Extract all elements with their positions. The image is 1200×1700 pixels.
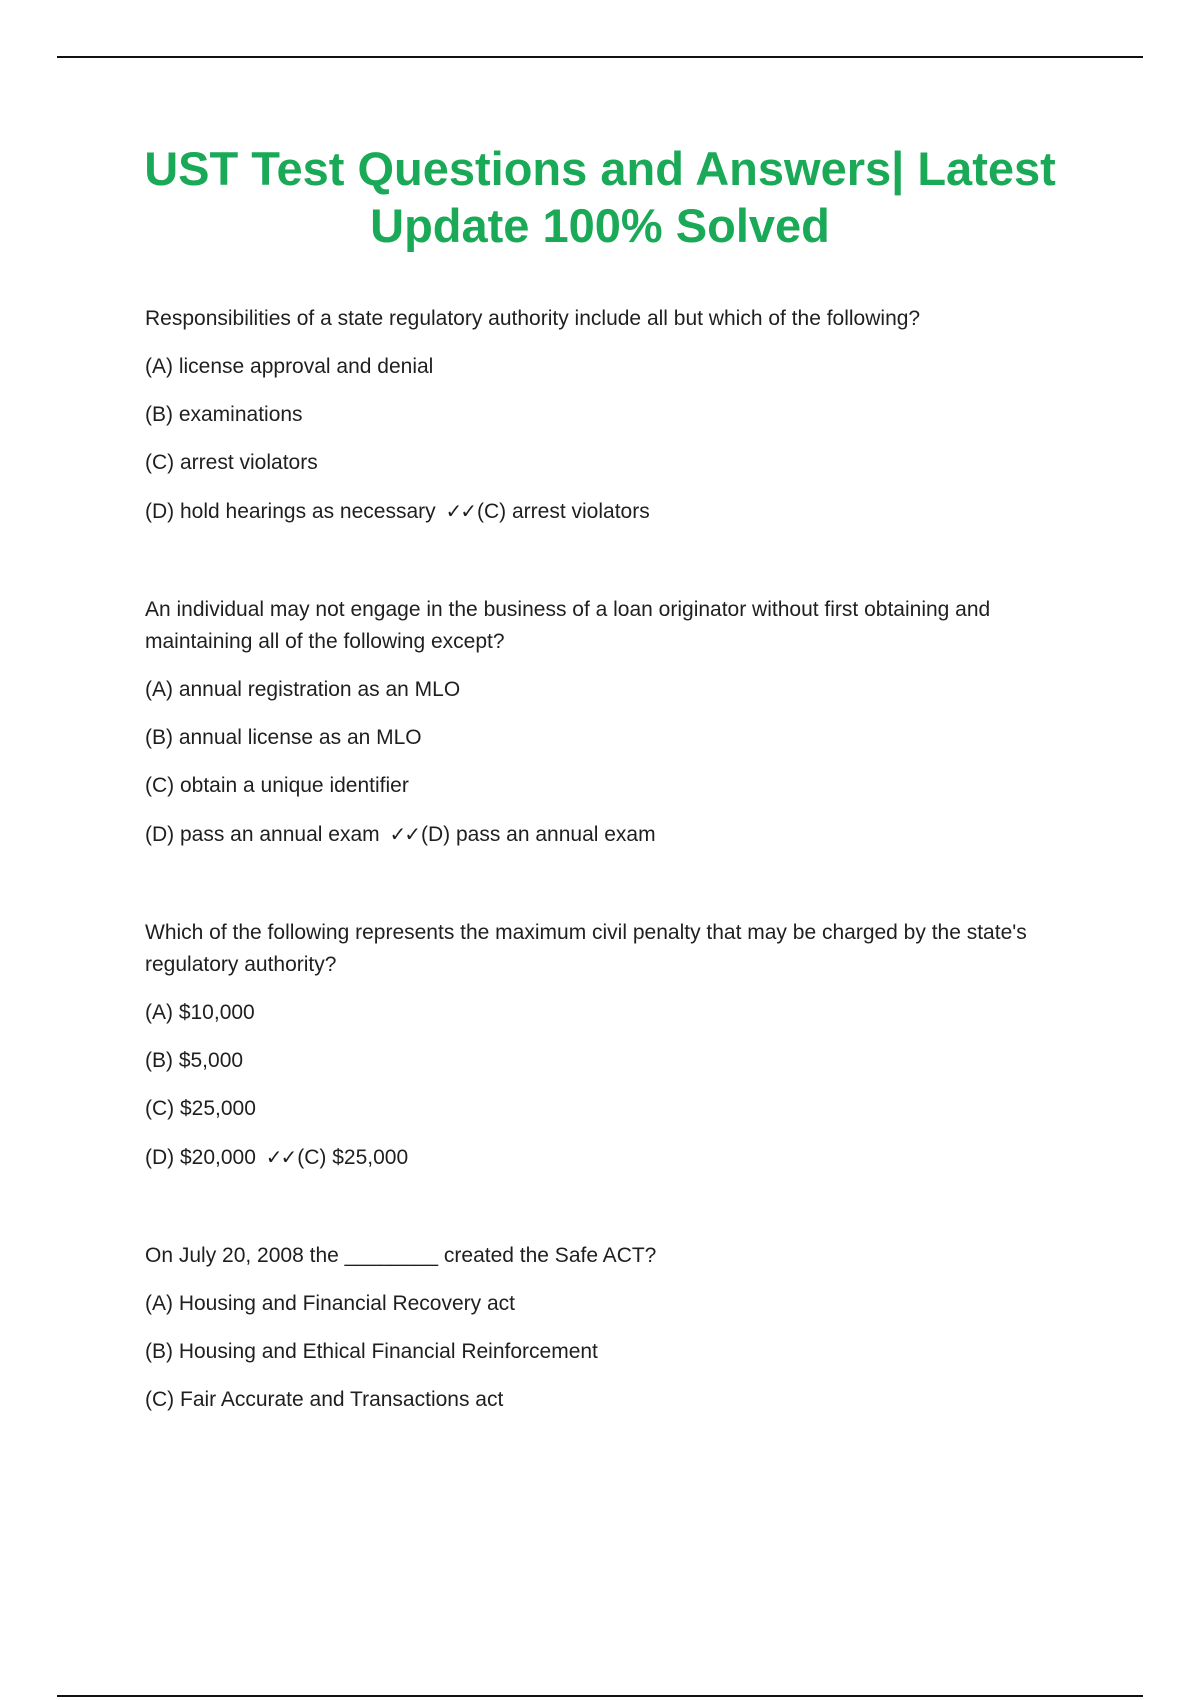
option-d-with-answer — [145, 495, 1075, 528]
option-d: (D) pass an annual exam — [145, 823, 380, 846]
option-b: (B) $5,000 — [145, 1049, 244, 1072]
question-list — [145, 303, 1075, 1432]
double-check-icon: ✓✓ — [445, 499, 475, 523]
double-check-icon: ✓✓ — [265, 1145, 296, 1169]
question-text: Which of the following represents the maximum civil penalty that may be charged by the state's regulatory authority? — [145, 921, 1027, 976]
correct-answer: (C) $25,000 — [297, 1146, 409, 1169]
option-a: (A) Housing and Financial Recovery act — [145, 1292, 516, 1315]
option-c: (C) Fair Accurate and Transactions act — [145, 1388, 504, 1411]
option-d-with-answer — [145, 1141, 1075, 1174]
document-title: UST Test Questions and Answers| Latest Update 100% Solved — [144, 142, 1056, 252]
correct-answer: (C) arrest violators — [477, 500, 650, 523]
option-list — [145, 1288, 1075, 1416]
option-b: (B) examinations — [145, 403, 303, 426]
question-text: An individual may not engage in the business of a loan originator without first obtaining and maintaining all of the following except? — [145, 598, 991, 653]
option-c: (C) arrest violators — [145, 451, 318, 474]
option-a: (A) annual registration as an MLO — [145, 678, 461, 701]
question-text: Responsibilities of a state regulatory authority include all but which of the following? — [145, 307, 921, 330]
option-d-with-answer — [145, 818, 1075, 851]
question-block-4 — [145, 1240, 1075, 1416]
option-a: (A) $10,000 — [145, 1001, 255, 1024]
option-b: (B) annual license as an MLO — [145, 726, 422, 749]
option-b: (B) Housing and Ethical Financial Reinforcement — [145, 1340, 598, 1363]
option-list — [145, 674, 1075, 851]
bottom-rule — [57, 1695, 1143, 1697]
question-text: On July 20, 2008 the ________ created the Safe ACT? — [145, 1244, 657, 1267]
option-d: (D) $20,000 — [145, 1146, 256, 1169]
double-check-icon: ✓✓ — [389, 822, 419, 846]
option-d: (D) hold hearings as necessary — [145, 500, 436, 523]
question-block-2 — [145, 594, 1075, 851]
option-list — [145, 351, 1075, 528]
correct-answer: (D) pass an annual exam — [420, 823, 656, 846]
top-rule — [57, 56, 1143, 58]
question-block-3 — [145, 917, 1075, 1174]
option-a: (A) license approval and denial — [145, 355, 434, 378]
option-c: (C) obtain a unique identifier — [145, 774, 409, 797]
option-c: (C) $25,000 — [145, 1097, 256, 1120]
option-list — [145, 997, 1075, 1174]
question-block-1 — [145, 303, 1075, 528]
